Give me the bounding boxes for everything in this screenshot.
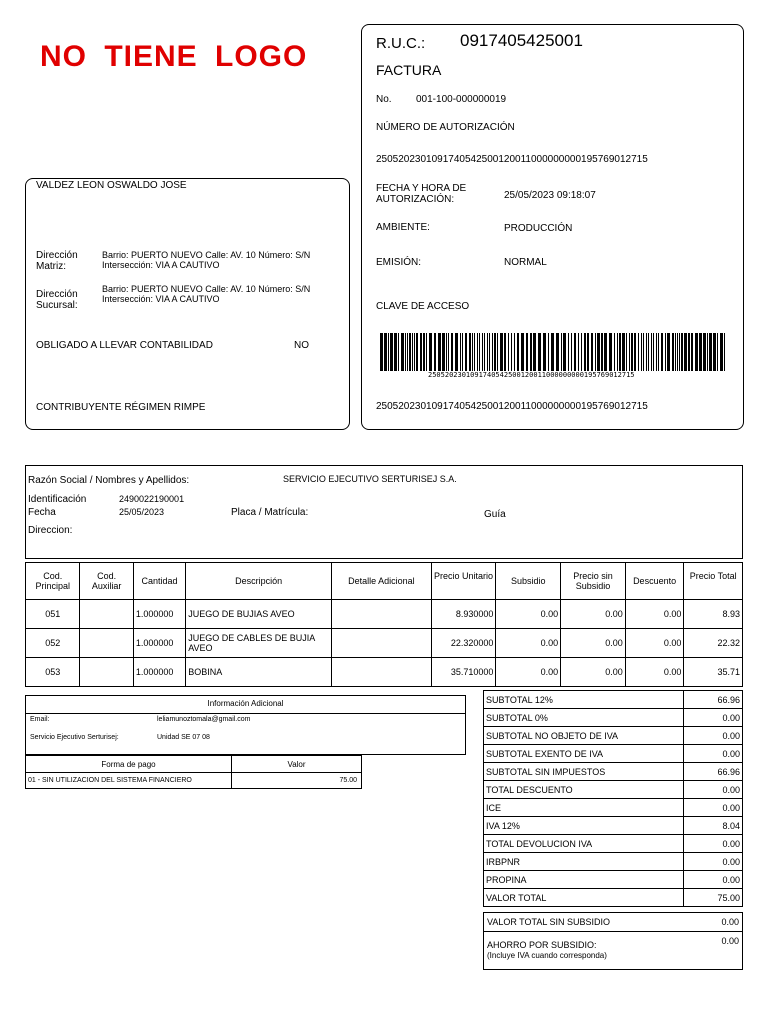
barcode-bar bbox=[622, 333, 625, 371]
barcode-bar bbox=[597, 333, 600, 371]
item-total: 22.32 bbox=[684, 629, 743, 658]
item-quantity: 1.000000 bbox=[133, 600, 185, 629]
totals-value: 0.00 bbox=[684, 709, 743, 727]
authorization-number-label: NÚMERO DE AUTORIZACIÓN bbox=[376, 122, 515, 133]
table-row bbox=[26, 658, 743, 687]
totals-row bbox=[484, 853, 743, 871]
col-header-price-no-subsidy: Precio sin Subsidio bbox=[561, 563, 626, 600]
barcode-bar bbox=[426, 333, 427, 371]
item-description: BOBINA bbox=[186, 658, 332, 687]
access-key-barcode bbox=[380, 333, 725, 371]
totals-row bbox=[484, 709, 743, 727]
barcode-bar bbox=[465, 333, 467, 371]
barcode-bar bbox=[446, 333, 447, 371]
barcode-bar bbox=[578, 333, 579, 371]
customer-info-box bbox=[25, 465, 743, 559]
barcode-bar bbox=[521, 333, 524, 371]
item-detail bbox=[332, 658, 432, 687]
customer-name-value: SERVICIO EJECUTIVO SERTURISEJ S.A. bbox=[283, 474, 457, 484]
barcode-bar bbox=[407, 333, 408, 371]
access-key-label: CLAVE DE ACCESO bbox=[376, 301, 470, 312]
accounting-value: NO bbox=[294, 340, 309, 351]
barcode-bar bbox=[420, 333, 422, 371]
barcode-bar bbox=[460, 333, 461, 371]
barcode-bar bbox=[442, 333, 445, 371]
barcode-bar bbox=[548, 333, 549, 371]
authorization-date-label: FECHA Y HORA DE AUTORIZACIÓN: bbox=[376, 183, 467, 205]
barcode-caption: 2505202301091740542500120011000000000195769012715 bbox=[428, 371, 635, 379]
barcode-bar bbox=[487, 333, 488, 371]
barcode-bar bbox=[653, 333, 654, 371]
taxpayer-regime: CONTRIBUYENTE RÉGIMEN RIMPE bbox=[36, 402, 206, 413]
barcode-bar bbox=[484, 333, 485, 371]
barcode-bar bbox=[658, 333, 659, 371]
item-subsidy: 0.00 bbox=[496, 600, 561, 629]
barcode-bar bbox=[556, 333, 559, 371]
totals-value: 0.00 bbox=[684, 781, 743, 799]
barcode-bar bbox=[482, 333, 483, 371]
barcode-bar bbox=[587, 333, 589, 371]
col-header-aux-code: Cod. Auxiliar bbox=[80, 563, 133, 600]
authorization-date-value: 25/05/2023 09:18:07 bbox=[504, 190, 596, 201]
barcode-bar bbox=[675, 333, 676, 371]
totals-row bbox=[484, 817, 743, 835]
barcode-bar bbox=[619, 333, 621, 371]
totals-label: IRBPNR bbox=[484, 853, 684, 871]
barcode-bar bbox=[629, 333, 630, 371]
barcode-bar bbox=[614, 333, 615, 371]
payment-header-row bbox=[26, 756, 362, 773]
barcode-bar bbox=[717, 333, 718, 371]
item-total: 8.93 bbox=[684, 600, 743, 629]
main-address-value: Barrio: PUERTO NUEVO Calle: AV. 10 Número: S/N Intersección: VIA A CAUTIVO bbox=[102, 250, 311, 270]
barcode-bar bbox=[651, 333, 652, 371]
payment-value: 75.00 bbox=[232, 773, 362, 789]
barcode-bar bbox=[563, 333, 566, 371]
item-unit-price: 8.930000 bbox=[431, 600, 496, 629]
guide-label: Guía bbox=[484, 509, 506, 520]
ruc-value: 0917405425001 bbox=[460, 31, 583, 50]
ruc-label: R.U.C.: bbox=[376, 35, 426, 52]
barcode-bar bbox=[511, 333, 512, 371]
payment-value-header: Valor bbox=[232, 756, 362, 773]
barcode-bar bbox=[574, 333, 576, 371]
totals-value: 0.00 bbox=[684, 727, 743, 745]
subsidy-box bbox=[483, 912, 743, 970]
totals-row bbox=[484, 727, 743, 745]
barcode-bar bbox=[617, 333, 618, 371]
barcode-bar bbox=[709, 333, 712, 371]
col-header-subsidy: Subsidio bbox=[496, 563, 561, 600]
barcode-bar bbox=[601, 333, 603, 371]
barcode-bar bbox=[394, 333, 397, 371]
barcode-bar bbox=[681, 333, 683, 371]
additional-info-title: Información Adicional bbox=[207, 699, 284, 708]
barcode-bar bbox=[584, 333, 586, 371]
barcode-bar bbox=[595, 333, 596, 371]
barcode-bar bbox=[543, 333, 546, 371]
barcode-bar bbox=[703, 333, 706, 371]
barcode-bar bbox=[526, 333, 528, 371]
totals-row bbox=[484, 835, 743, 853]
barcode-bar bbox=[643, 333, 644, 371]
company-info-box bbox=[25, 178, 350, 430]
barcode-bar bbox=[434, 333, 436, 371]
item-quantity: 1.000000 bbox=[133, 629, 185, 658]
issuer-info-box bbox=[361, 24, 744, 430]
col-header-quantity: Cantidad bbox=[133, 563, 185, 600]
totals-value: 8.04 bbox=[684, 817, 743, 835]
barcode-bar bbox=[489, 333, 490, 371]
payment-method-header: Forma de pago bbox=[26, 756, 232, 773]
totals-label: TOTAL DESCUENTO bbox=[484, 781, 684, 799]
environment-label: AMBIENTE: bbox=[376, 222, 430, 233]
totals-label: SUBTOTAL EXENTO DE IVA bbox=[484, 745, 684, 763]
totals-label: VALOR TOTAL bbox=[484, 889, 684, 907]
total-no-subsidy-label: VALOR TOTAL SIN SUBSIDIO bbox=[487, 917, 611, 927]
authorization-number-value: 2505202301091740542500120011000000000195769012715 bbox=[376, 154, 648, 165]
barcode-bar bbox=[462, 333, 463, 371]
accounting-label: OBLIGADO A LLEVAR CONTABILIDAD bbox=[36, 340, 213, 351]
col-header-detail: Detalle Adicional bbox=[332, 563, 432, 600]
totals-value: 75.00 bbox=[684, 889, 743, 907]
additional-info-label: Email: bbox=[30, 716, 50, 723]
customer-date-value: 25/05/2023 bbox=[119, 507, 165, 517]
barcode-bar bbox=[691, 333, 693, 371]
item-description: JUEGO DE CABLES DE BUJIA AVEO bbox=[186, 629, 332, 658]
item-code: 051 bbox=[26, 600, 80, 629]
subsidy-divider bbox=[484, 931, 742, 932]
barcode-bar bbox=[641, 333, 642, 371]
totals-label: IVA 12% bbox=[484, 817, 684, 835]
barcode-bar bbox=[677, 333, 678, 371]
barcode-bar bbox=[713, 333, 716, 371]
environment-value: PRODUCCIÓN bbox=[504, 223, 573, 234]
barcode-bar bbox=[591, 333, 593, 371]
barcode-bar bbox=[720, 333, 723, 371]
barcode-bar bbox=[604, 333, 607, 371]
barcode-bar bbox=[514, 333, 515, 371]
col-header-discount: Descuento bbox=[625, 563, 684, 600]
invoice-number-label: No. bbox=[376, 94, 392, 105]
totals-table bbox=[483, 690, 743, 907]
barcode-bar bbox=[672, 333, 674, 371]
barcode-bar bbox=[380, 333, 383, 371]
emission-label: EMISIÓN: bbox=[376, 257, 422, 268]
additional-info-divider bbox=[26, 713, 465, 714]
barcode-bar bbox=[455, 333, 458, 371]
item-description: JUEGO DE BUJIAS AVEO bbox=[186, 600, 332, 629]
totals-label: SUBTOTAL NO OBJETO DE IVA bbox=[484, 727, 684, 745]
barcode-bar bbox=[561, 333, 562, 371]
barcode-bar bbox=[517, 333, 519, 371]
barcode-bar bbox=[646, 333, 647, 371]
item-price-no-subsidy: 0.00 bbox=[561, 658, 626, 687]
barcode-bar bbox=[474, 333, 475, 371]
totals-label: SUBTOTAL 0% bbox=[484, 709, 684, 727]
totals-row bbox=[484, 799, 743, 817]
item-quantity: 1.000000 bbox=[133, 658, 185, 687]
totals-row bbox=[484, 889, 743, 907]
barcode-bar bbox=[477, 333, 478, 371]
barcode-bar bbox=[469, 333, 471, 371]
table-row bbox=[26, 600, 743, 629]
barcode-bar bbox=[479, 333, 480, 371]
item-detail bbox=[332, 629, 432, 658]
barcode-bar bbox=[398, 333, 399, 371]
totals-row bbox=[484, 871, 743, 889]
barcode-bar bbox=[661, 333, 663, 371]
barcode-bar bbox=[581, 333, 582, 371]
payment-table bbox=[25, 755, 362, 789]
items-table bbox=[25, 562, 743, 687]
customer-date-label: Fecha bbox=[28, 507, 56, 518]
subsidy-savings-note: (Incluye IVA cuando corresponda) bbox=[487, 951, 607, 960]
customer-id-label: Identificación bbox=[28, 494, 87, 505]
item-detail bbox=[332, 600, 432, 629]
barcode-bar bbox=[423, 333, 425, 371]
customer-name-label: Razón Social / Nombres y Apellidos: bbox=[28, 475, 190, 486]
items-header-row bbox=[26, 563, 743, 600]
barcode-bar bbox=[405, 333, 406, 371]
barcode-bar bbox=[688, 333, 690, 371]
barcode-bar bbox=[409, 333, 411, 371]
logo-placeholder-text: NO TIENE LOGO bbox=[40, 40, 308, 73]
barcode-bar bbox=[724, 333, 725, 371]
item-unit-price: 22.320000 bbox=[431, 629, 496, 658]
barcode-bar bbox=[530, 333, 532, 371]
item-code: 053 bbox=[26, 658, 80, 687]
barcode-graphic bbox=[380, 333, 725, 371]
totals-value: 66.96 bbox=[684, 763, 743, 781]
item-unit-price: 35.710000 bbox=[431, 658, 496, 687]
totals-row bbox=[484, 763, 743, 781]
barcode-bar bbox=[390, 333, 393, 371]
barcode-bar bbox=[665, 333, 666, 371]
barcode-bar bbox=[492, 333, 493, 371]
totals-label: PROPINA bbox=[484, 871, 684, 889]
barcode-bar bbox=[634, 333, 636, 371]
barcode-bar bbox=[568, 333, 569, 371]
item-total: 35.71 bbox=[684, 658, 743, 687]
barcode-bar bbox=[504, 333, 506, 371]
item-aux-code bbox=[80, 629, 133, 658]
totals-value: 66.96 bbox=[684, 691, 743, 709]
item-aux-code bbox=[80, 600, 133, 629]
barcode-bar bbox=[699, 333, 702, 371]
totals-label: TOTAL DEVOLUCION IVA bbox=[484, 835, 684, 853]
item-discount: 0.00 bbox=[625, 629, 684, 658]
access-key-value: 2505202301091740542500120011000000000195769012715 bbox=[376, 401, 648, 412]
col-header-description: Descripción bbox=[186, 563, 332, 600]
barcode-bar bbox=[538, 333, 541, 371]
item-code: 052 bbox=[26, 629, 80, 658]
barcode-bar bbox=[401, 333, 404, 371]
barcode-bar bbox=[551, 333, 554, 371]
item-aux-code bbox=[80, 658, 133, 687]
col-header-unit-price: Precio Unitario bbox=[431, 563, 496, 600]
item-subsidy: 0.00 bbox=[496, 629, 561, 658]
barcode-bar bbox=[684, 333, 687, 371]
total-no-subsidy-value: 0.00 bbox=[721, 917, 739, 927]
barcode-bar bbox=[494, 333, 496, 371]
barcode-bar bbox=[388, 333, 389, 371]
barcode-bar bbox=[412, 333, 413, 371]
barcode-bar bbox=[626, 333, 627, 371]
subsidy-savings-value: 0.00 bbox=[721, 936, 739, 946]
barcode-bar bbox=[656, 333, 657, 371]
totals-row bbox=[484, 691, 743, 709]
totals-row bbox=[484, 745, 743, 763]
barcode-bar bbox=[384, 333, 387, 371]
document-type: FACTURA bbox=[376, 62, 442, 78]
barcode-bar bbox=[631, 333, 633, 371]
branch-address-label: Dirección Sucursal: bbox=[36, 289, 78, 311]
item-price-no-subsidy: 0.00 bbox=[561, 600, 626, 629]
plate-label: Placa / Matrícula: bbox=[231, 507, 309, 518]
barcode-bar bbox=[497, 333, 498, 371]
subsidy-savings-label: AHORRO POR SUBSIDIO: bbox=[487, 940, 597, 950]
barcode-bar bbox=[448, 333, 449, 371]
totals-label: SUBTOTAL 12% bbox=[484, 691, 684, 709]
barcode-bar bbox=[648, 333, 649, 371]
emission-value: NORMAL bbox=[504, 257, 547, 268]
totals-label: ICE bbox=[484, 799, 684, 817]
invoice-number-value: 001-100-000000019 bbox=[416, 94, 507, 105]
barcode-bar bbox=[695, 333, 698, 371]
item-discount: 0.00 bbox=[625, 600, 684, 629]
totals-value: 0.00 bbox=[684, 853, 743, 871]
col-header-code: Cod. Principal bbox=[26, 563, 80, 600]
barcode-bar bbox=[679, 333, 680, 371]
additional-info-label: Servicio Ejecutivo Serturisej: bbox=[30, 734, 119, 741]
main-address-label: Dirección Matriz: bbox=[36, 250, 78, 272]
additional-info-value: Unidad SE 07 08 bbox=[157, 734, 210, 741]
table-row bbox=[26, 629, 743, 658]
company-name: VALDEZ LEON OSWALDO JOSE bbox=[36, 180, 187, 191]
barcode-bar bbox=[451, 333, 453, 371]
barcode-bar bbox=[533, 333, 536, 371]
barcode-bar bbox=[500, 333, 503, 371]
item-subsidy: 0.00 bbox=[496, 658, 561, 687]
customer-id-value: 2490022190001 bbox=[119, 494, 185, 504]
barcode-bar bbox=[609, 333, 612, 371]
item-discount: 0.00 bbox=[625, 658, 684, 687]
barcode-bar bbox=[571, 333, 572, 371]
table-row bbox=[26, 773, 362, 789]
additional-info-box bbox=[25, 695, 466, 755]
additional-info-value: leliamunoztomala@gmail.com bbox=[157, 716, 251, 723]
barcode-bar bbox=[472, 333, 473, 371]
customer-address-label: Direccion: bbox=[28, 525, 73, 536]
barcode-bar bbox=[508, 333, 509, 371]
totals-value: 0.00 bbox=[684, 745, 743, 763]
barcode-bar bbox=[707, 333, 708, 371]
totals-value: 0.00 bbox=[684, 871, 743, 889]
branch-address-value: Barrio: PUERTO NUEVO Calle: AV. 10 Número: S/N Intersección: VIA A CAUTIVO bbox=[102, 284, 311, 304]
totals-value: 0.00 bbox=[684, 835, 743, 853]
barcode-bar bbox=[667, 333, 670, 371]
barcode-bar bbox=[414, 333, 415, 371]
barcode-bar bbox=[638, 333, 639, 371]
barcode-bar bbox=[429, 333, 432, 371]
col-header-total: Precio Total bbox=[684, 563, 743, 600]
barcode-bar bbox=[438, 333, 441, 371]
barcode-bar bbox=[416, 333, 418, 371]
totals-row bbox=[484, 781, 743, 799]
item-price-no-subsidy: 0.00 bbox=[561, 629, 626, 658]
payment-method: 01 - SIN UTILIZACION DEL SISTEMA FINANCIERO bbox=[26, 773, 232, 789]
totals-value: 0.00 bbox=[684, 799, 743, 817]
totals-label: SUBTOTAL SIN IMPUESTOS bbox=[484, 763, 684, 781]
